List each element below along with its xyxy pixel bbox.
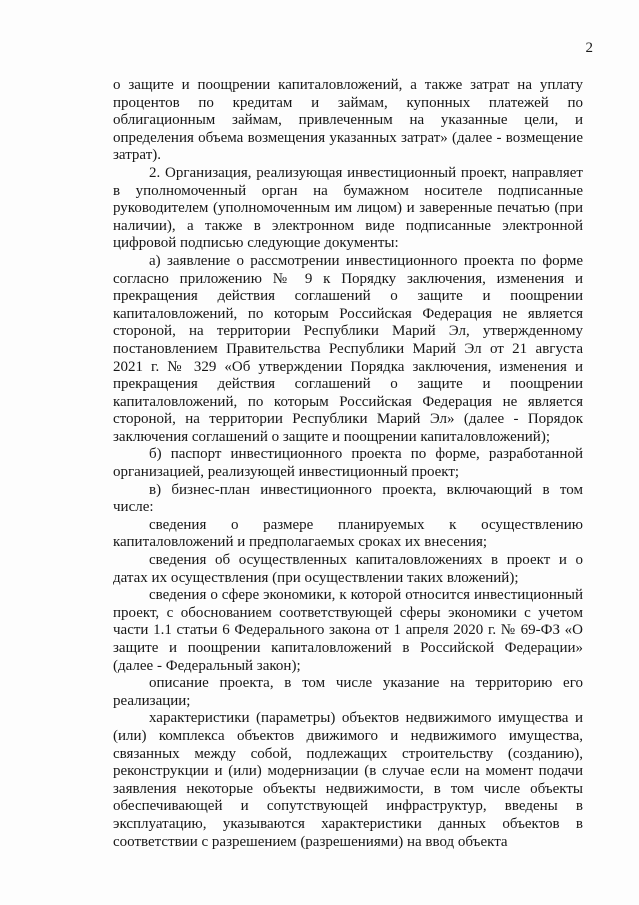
paragraph-property-characteristics: характеристики (параметры) объектов недвижимого имущества и (или) комплекса объектов движимого и недвижимого имущества, связанных между собой, подлежащих строительству (созданию), реконструкции и (или) модернизации (в случае если на момент подачи заявления некоторые объекты недвижимости, в том числе объекты обеспечивающей и сопутствующей инфраструктур, введены в эксплуатацию, указываются характеристики данных объектов в соответствии с разрешением (разрешениями) на ввод объекта (113, 710, 583, 850)
paragraph-item-2: 2. Организация, реализующая инвестиционный проект, направляет в уполномоченный орган на бумажном носителе подписанные руководителем (уполномоченным им лицом) и заверенные печатью (при наличии), а также в электронном виде подписанные электронной цифровой подписью следующие документы: (113, 164, 583, 252)
paragraph-project-description: описание проекта, в том числе указание на территорию его реализации; (113, 675, 583, 709)
paragraph-realized-investments: сведения об осуществленных капиталовложениях в проект и о датах их осуществления (при осуществлении таких вложений); (113, 552, 583, 586)
document-body (113, 77, 583, 851)
paragraph-continuation: о защите и поощрении капиталовложений, а также затрат на уплату процентов по кредитам и займам, купонных платежей по облигационным займам, привлеченным на указанные цели, и определения объема возмещения указанных затрат» (далее - возмещение затрат). (113, 77, 583, 164)
paragraph-capital-investment-size: сведения о размере планируемых к осуществлению капиталовложений и предполагаемых сроках их внесения; (113, 516, 583, 551)
page-number: 2 (585, 40, 593, 56)
paragraph-subitem-b: б) паспорт инвестиционного проекта по форме, разработанной организацией, реализующей инвестиционный проект; (113, 446, 583, 481)
paragraph-subitem-a: а) заявление о рассмотрении инвестиционного проекта по форме согласно приложению № 9 к Порядку заключения, изменения и прекращения действия соглашений о защите и поощрении капиталовложений, по которым Российская Федерация не является стороной, на территории Республики Марий Эл, утвержденному постановлением Правительства Республики Марий Эл от 21 августа 2021 г. № 329 «Об утверждении Порядка заключения, изменения и прекращения действия соглашений о защите и поощрении капиталовложений, по которым Российская Федерация не является стороной, на территории Республики Марий Эл» (далее - Порядок заключения соглашений о защите и поощрении капиталовложений); (113, 252, 583, 445)
paragraph-subitem-v: в) бизнес-план инвестиционного проекта, включающий в том числе: (113, 481, 583, 516)
paragraph-economy-sector: сведения о сфере экономики, к которой относится инвестиционный проект, с обоснованием соответствующей сферы экономики с учетом части 1.1 статьи 6 Федерального закона от 1 апреля 2020 г. № 69-ФЗ «О защите и поощрении капиталовложений в Российской Федерации» (далее - Федеральный закон); (113, 587, 583, 674)
